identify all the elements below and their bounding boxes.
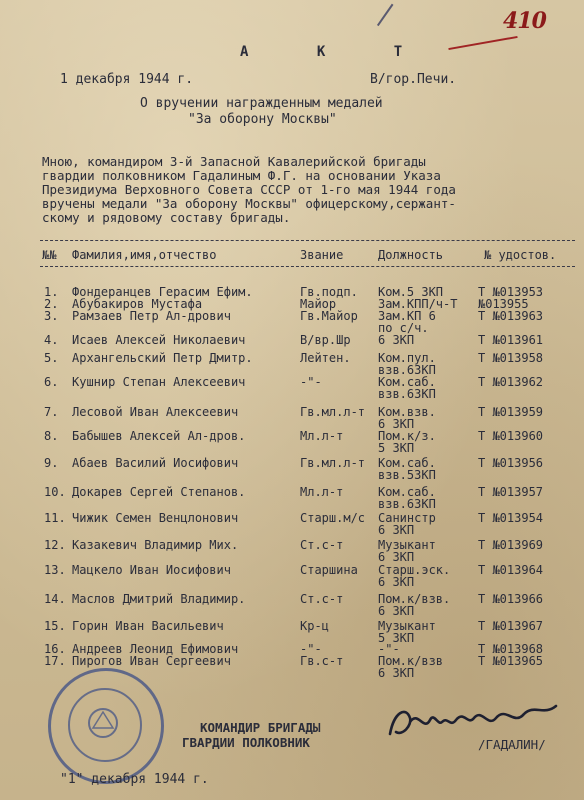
row-position: Ком.взв. (378, 405, 436, 419)
row-rank: Гв.Майор (300, 309, 358, 323)
row-position: Пом.к/з. (378, 429, 436, 443)
row-certificate: Т №013956 (478, 456, 544, 470)
row-number: 11. (44, 511, 66, 525)
row-name: Абаев Василий Иосифович (72, 456, 239, 470)
row-rank: Ст.с-т (300, 538, 344, 552)
pencil-mark (377, 4, 393, 26)
row-position-line2: 6 ЗКП (378, 604, 415, 618)
row-position-line2: 6 ЗКП (378, 523, 415, 537)
row-name: Исаев Алексей Николаевич (72, 333, 246, 347)
row-position: Музыкант (378, 619, 436, 633)
row-name: Мацкело Иван Иосифович (72, 563, 231, 577)
row-number: 4. (44, 333, 59, 347)
row-certificate: Т №013957 (478, 485, 544, 499)
signature-title-1: КОМАНДИР БРИГАДЫ (200, 720, 321, 735)
row-position-line2: 6 ЗКП (378, 417, 415, 431)
row-name: Докарев Сергей Степанов. (72, 485, 246, 499)
row-position: Ком.саб. (378, 375, 436, 389)
row-position: 6 ЗКП (378, 333, 415, 347)
document-title: А К Т (240, 44, 433, 60)
signature-name: /ГАДАЛИН/ (478, 737, 546, 752)
row-certificate: Т №013959 (478, 405, 544, 419)
table-top-rule (40, 240, 575, 241)
paragraph-line: вручены медали "За оборону Москвы" офицерскому,сержант- (42, 196, 456, 211)
header-name: Фамилия,имя,отчество (72, 248, 217, 262)
row-number: 10. (44, 485, 66, 499)
row-name: Горин Иван Васильевич (72, 619, 224, 633)
row-certificate: Т №013964 (478, 563, 544, 577)
row-name: Рамзаев Петр Ал-дрович (72, 309, 231, 323)
row-certificate: Т №013962 (478, 375, 544, 389)
paragraph-line: гвардии полковником Гадалиным Ф.Г. на основании Указа (42, 168, 441, 183)
row-name: Абубакиров Мустафа (72, 297, 203, 311)
row-rank: -"- (300, 375, 322, 389)
row-certificate: Т №013968 (478, 642, 544, 656)
row-position: Зам.КП 6 (378, 309, 436, 323)
row-name: Чижик Семен Венцлонович (72, 511, 239, 525)
header-position: Должность (378, 248, 444, 262)
row-number: 13. (44, 563, 66, 577)
row-number: 15. (44, 619, 66, 633)
red-underline (448, 36, 517, 50)
row-position-line2: 5 ЗКП (378, 631, 415, 645)
document-date: 1 декабря 1944 г. (60, 72, 194, 87)
row-number: 14. (44, 592, 66, 606)
row-rank: Майор (300, 297, 337, 311)
row-name: Маслов Дмитрий Владимир. (72, 592, 246, 606)
table-header-rule (40, 266, 575, 267)
row-name: Пирогов Иван Сергеевич (72, 654, 231, 668)
row-number: 2. (44, 297, 59, 311)
row-certificate: Т №013953 (478, 285, 544, 299)
row-number: 17. (44, 654, 66, 668)
row-name: Казакевич Владимир Мих. (72, 538, 239, 552)
row-number: 6. (44, 375, 59, 389)
document-place: В/гор.Печи. (370, 72, 457, 87)
row-position-line2: взв.63КП (378, 387, 436, 401)
row-number: 16. (44, 642, 66, 656)
row-name: Кушнир Степан Алексеевич (72, 375, 246, 389)
row-name: Архангельский Петр Дмитр. (72, 351, 253, 365)
row-number: 3. (44, 309, 59, 323)
row-rank: Мл.л-т (300, 429, 344, 443)
row-rank: В/вр.Шр (300, 333, 351, 347)
row-position: Ком.саб. (378, 485, 436, 499)
subject-line-2: "За оборону Москвы" (188, 112, 337, 127)
row-rank: Кр-ц (300, 619, 329, 633)
row-rank: Гв.подп. (300, 285, 358, 299)
archive-number: 410 (503, 8, 546, 34)
row-rank: Гв.мл.л-т (300, 405, 366, 419)
row-certificate: Т №013960 (478, 429, 544, 443)
row-rank: Старшина (300, 563, 358, 577)
row-certificate: Т №013961 (478, 333, 544, 347)
row-position-line2: взв.5ЗКП (378, 468, 436, 482)
row-position: Музыкант (378, 538, 436, 552)
paragraph-line: Президиума Верховного Совета СССР от 1-го мая 1944 года (42, 182, 456, 197)
row-rank: Ст.с-т (300, 592, 344, 606)
signature-title-2: ГВАРДИИ ПОЛКОВНИК (182, 735, 310, 750)
header-num: №№ (42, 248, 57, 262)
row-rank: Мл.л-т (300, 485, 344, 499)
row-certificate: Т №013963 (478, 309, 544, 323)
row-name: Лесовой Иван Алексеевич (72, 405, 239, 419)
paragraph-line: скому и рядовому составу бригады. (42, 210, 291, 225)
row-number: 5. (44, 351, 59, 365)
row-position: -"- (378, 642, 400, 656)
row-certificate: №013955 (478, 297, 529, 311)
row-certificate: Т №013969 (478, 538, 544, 552)
row-position-line2: 6 ЗКП (378, 575, 415, 589)
row-rank: Старш.м/с (300, 511, 366, 525)
row-position: Старш.эск. (378, 563, 451, 577)
row-number: 9. (44, 456, 59, 470)
subject-line-1: О вручении награжденным медалей (140, 96, 383, 111)
row-number: 12. (44, 538, 66, 552)
header-rank: Звание (300, 248, 344, 262)
row-position-line2: 5 ЗКП (378, 441, 415, 455)
row-name: Бабышев Алексей Ал-дров. (72, 429, 246, 443)
row-position: Зам.КПП/ч-Т (378, 297, 458, 311)
row-position: Ком.пул. (378, 351, 436, 365)
row-position: Пом.к/взв. (378, 592, 451, 606)
paragraph-line: Мною, командиром 3-й Запасной Кавалерийской бригады (42, 154, 426, 169)
row-rank: Лейтен. (300, 351, 351, 365)
row-rank: Гв.мл.л-т (300, 456, 366, 470)
row-position-line2: 6 ЗКП (378, 550, 415, 564)
row-position: Пом.к/взв (378, 654, 444, 668)
row-position-line2: взв.6ЗКП (378, 363, 436, 377)
row-position: Ком.5 ЗКП (378, 285, 444, 299)
seal-emblem-icon (80, 700, 126, 746)
row-position: Санинстр (378, 511, 436, 525)
row-position-line2: по с/ч. (378, 321, 429, 335)
row-name: Фондеранцев Герасим Ефим. (72, 285, 253, 299)
row-certificate: Т №013966 (478, 592, 544, 606)
row-position-line2: взв.6ЗКП (378, 497, 436, 511)
row-number: 1. (44, 285, 59, 299)
header-certificate: № удостов. (484, 248, 557, 262)
row-certificate: Т №013958 (478, 351, 544, 365)
row-rank: -"- (300, 642, 322, 656)
row-certificate: Т №013954 (478, 511, 544, 525)
row-number: 7. (44, 405, 59, 419)
row-position: Ком.саб. (378, 456, 436, 470)
row-number: 8. (44, 429, 59, 443)
bottom-date: "1" декабря 1944 г. (60, 772, 209, 787)
row-rank: Гв.с-т (300, 654, 344, 668)
row-certificate: Т №013965 (478, 654, 544, 668)
row-name: Андреев Леонид Ефимович (72, 642, 239, 656)
row-position-line2: 6 ЗКП (378, 666, 415, 680)
row-certificate: Т №013967 (478, 619, 544, 633)
